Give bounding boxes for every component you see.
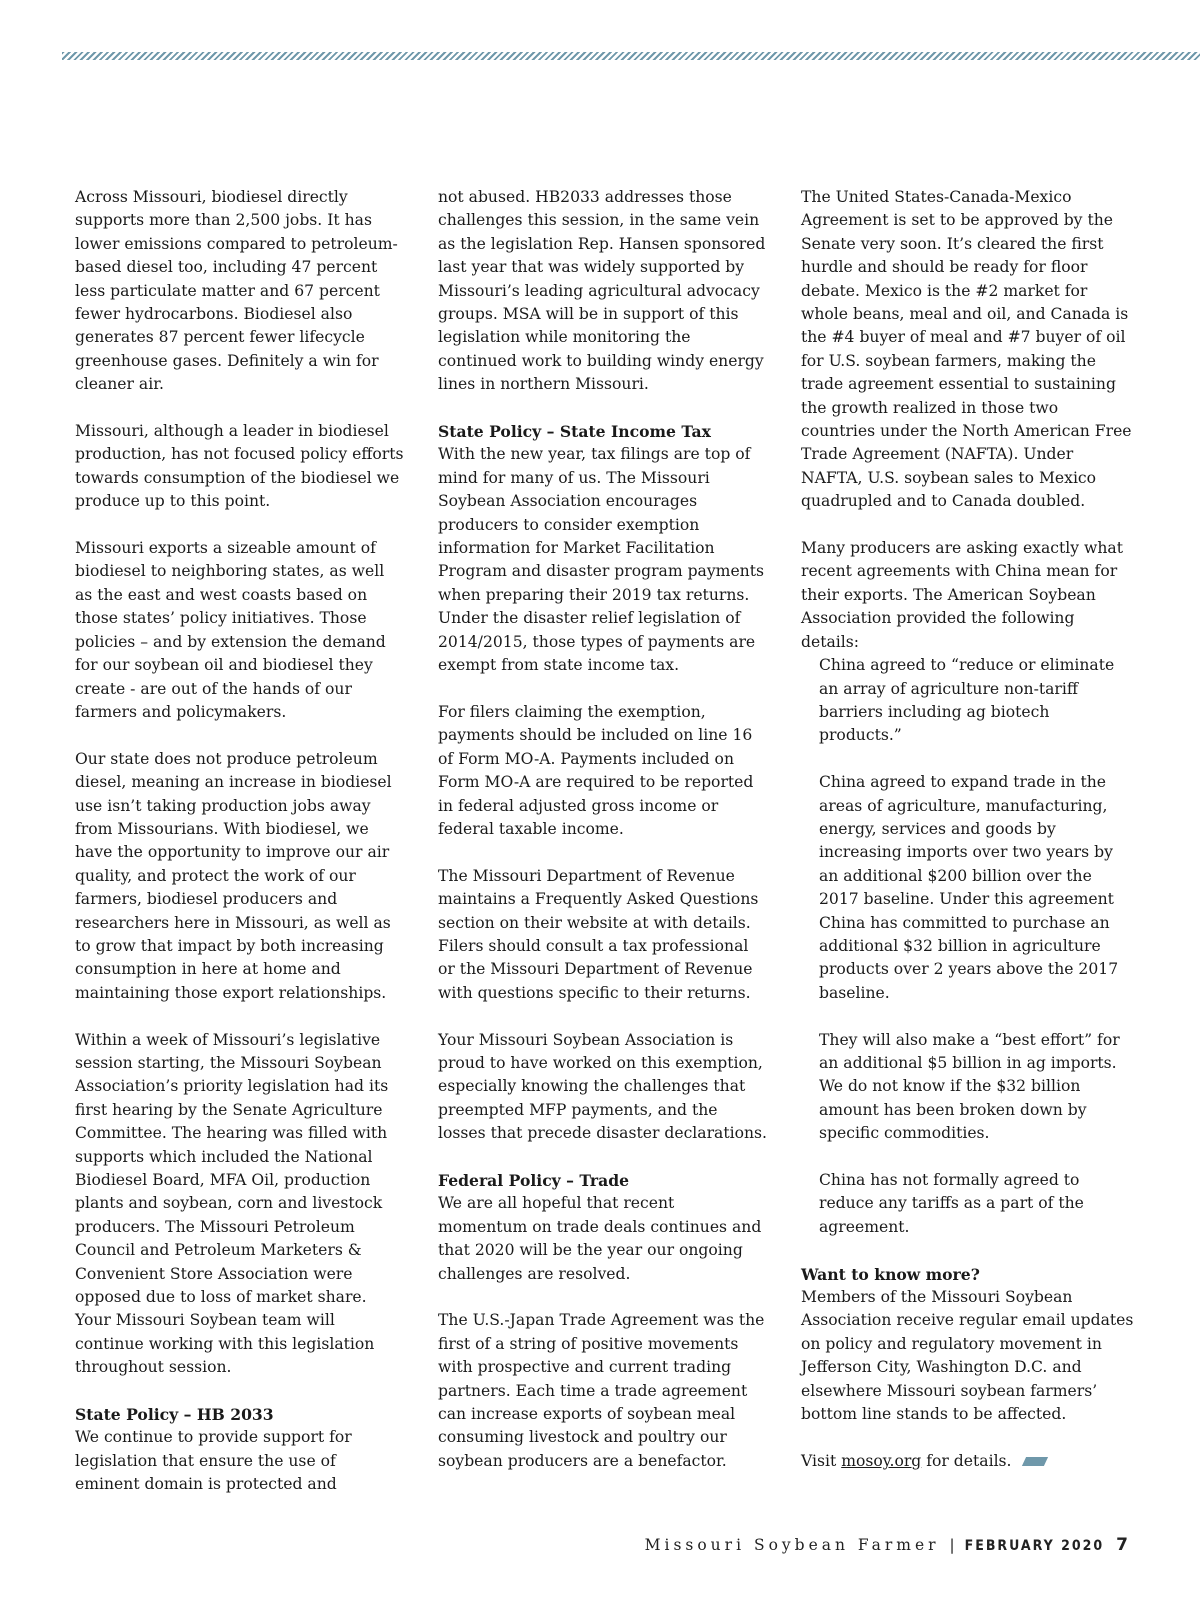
paragraph: Missouri, although a leader in biodiesel production, has not focused policy efforts towards consumption of the biodiesel we produce up to this point.	[75, 422, 404, 511]
china-details-list	[801, 654, 1136, 1239]
list-item: China agreed to “reduce or eliminate an array of agriculture non-tariff barriers including ag biotech products.”	[819, 656, 1115, 745]
paragraph: For filers claiming the exemption, payments should be included on line 16 of Form MO-A. Payments included on Form MO-A are required to be reported in federal adjusted gross income or federal taxable income.	[438, 702, 754, 838]
section-heading: Federal Policy – Trade	[438, 1170, 630, 1190]
section-heading: State Policy – State Income Tax	[438, 422, 711, 442]
end-of-article-icon	[1021, 1457, 1047, 1466]
section-heading: State Policy – HB 2033	[75, 1405, 274, 1425]
paragraph: not abused. HB2033 addresses those challenges this session, in the same vein as the legislation Rep. Hansen sponsored last year that was widely supported by Missouri’s leading agricultural advocacy groups. MSA will be in support of this legislation while monitoring the continued work to building windy energy lines in northern Missouri.	[438, 188, 766, 394]
paragraph: Within a week of Missouri’s legislative session starting, the Missouri Soybean Association’s priority legislation had its first hearing by the Senate Agriculture Committee. The hearing was filled with supports which included the National Biodiesel Board, MFA Oil, production plants and soybean, corn and livestock producers. The Missouri Petroleum Council and Petroleum Marketers & Convenient Store Association were opposed due to loss of market share. Your Missouri Soybean team will continue working with this legislation throughout session.	[75, 1030, 389, 1377]
paragraph: Members of the Missouri Soybean Association receive regular email updates on policy and regulatory movement in Jefferson City, Washington D.C. and elsewhere Missouri soybean farmers’ bottom line stands to be affected.	[801, 1288, 1134, 1424]
list-item: They will also make a “best effort” for an additional $5 billion in ag imports. We do not know if the $32 billion amount has been broken down by specific commodities.	[819, 1030, 1120, 1143]
issue-date: FEBRUARY 2020	[964, 1538, 1105, 1554]
column-3	[801, 186, 1136, 1473]
page-number: 7	[1116, 1535, 1128, 1555]
footer-separator: |	[949, 1536, 955, 1554]
paragraph: The United States-Canada-Mexico Agreement is set to be approved by the Senate very soon. It’s cleared the first hurdle and should be ready for floor debate. Mexico is the #2 market for whole beans, meal and oil, and Canada is the #4 buyer of meal and #7 buyer of oil for U.S. soybean farmers, making the trade agreement essential to sustaining the growth realized in those two countries under the North American Free Trade Agreement (NAFTA). Under NAFTA, U.S. soybean sales to Mexico quadrupled and to Canada doubled.	[801, 188, 1132, 511]
magazine-title: Missouri Soybean Farmer	[644, 1536, 940, 1554]
paragraph: The Missouri Department of Revenue maintains a Frequently Asked Questions section on their website at with details. Filers should consult a tax professional or the Missouri Department of Revenue with questions specific to their returns.	[438, 866, 759, 1002]
paragraph: Many producers are asking exactly what recent agreements with China mean for their exports. The American Soybean Association provided the following details:	[801, 539, 1123, 651]
visit-suffix: for details.	[921, 1451, 1012, 1470]
paragraph: The U.S.-Japan Trade Agreement was the first of a string of positive movements with prospective and current trading partners. Each time a trade agreement can increase exports of soybean meal consuming livestock and poultry our soybean producers are a benefactor.	[438, 1311, 765, 1470]
paragraph: Our state does not produce petroleum diesel, meaning an increase in biodiesel use isn’t taking production jobs away from Missourians. With biodiesel, we have the opportunity to improve our air quality, and protect the work of our farmers, biodiesel producers and researchers here in Missouri, as well as to grow that impact by both increasing consumption in here at home and maintaining those export relationships.	[75, 749, 392, 1002]
column-1	[75, 186, 405, 1497]
visit-prefix: Visit	[801, 1451, 842, 1470]
column-2	[438, 186, 768, 1473]
section-heading: Want to know more?	[801, 1264, 980, 1284]
paragraph: We are all hopeful that recent momentum on trade deals continues and that 2020 will be the year our ongoing challenges are resolved.	[438, 1194, 762, 1283]
visit-line	[801, 1450, 1136, 1473]
paragraph: We continue to provide support for legislation that ensure the use of eminent domain is protected and	[75, 1428, 352, 1494]
list-item: China agreed to expand trade in the areas of agriculture, manufacturing, energy, services and goods by increasing imports over two years by an additional $200 billion over the 2017 baseline. Under this agreement China has committed to purchase an additional $32 billion in agriculture products over 2 years above the 2017 baseline.	[819, 773, 1119, 1002]
decorative-header-stripe	[62, 52, 1200, 60]
paragraph: Your Missouri Soybean Association is proud to have worked on this exemption, especially knowing the challenges that preempted MFP payments, and the losses that precede disaster declarations.	[438, 1030, 767, 1143]
paragraph: Across Missouri, biodiesel directly supports more than 2,500 jobs. It has lower emissions compared to petroleum-based diesel too, including 47 percent less particulate matter and 67 percent fewer hydrocarbons. Biodiesel also generates 87 percent fewer lifecycle greenhouse gases. Definitely a win for cleaner air.	[75, 188, 398, 394]
page-footer	[645, 1535, 1128, 1555]
paragraph: Missouri exports a sizeable amount of biodiesel to neighboring states, as well as the east and west coasts based on those states’ policy initiatives. Those policies – and by extension the demand for our soybean oil and biodiesel they create - are out of the hands of our farmers and policymakers.	[75, 539, 386, 721]
list-item: China has not formally agreed to reduce any tariffs as a part of the agreement.	[819, 1171, 1084, 1236]
mosoy-link[interactable]: mosoy.org	[841, 1451, 922, 1470]
paragraph: With the new year, tax filings are top of mind for many of us. The Missouri Soybean Association encourages producers to consider exemption information for Market Facilitation Program and disaster program payments when preparing their 2019 tax returns. Under the disaster relief legislation of 2014/2015, those types of payments are exempt from state income tax.	[438, 445, 764, 675]
